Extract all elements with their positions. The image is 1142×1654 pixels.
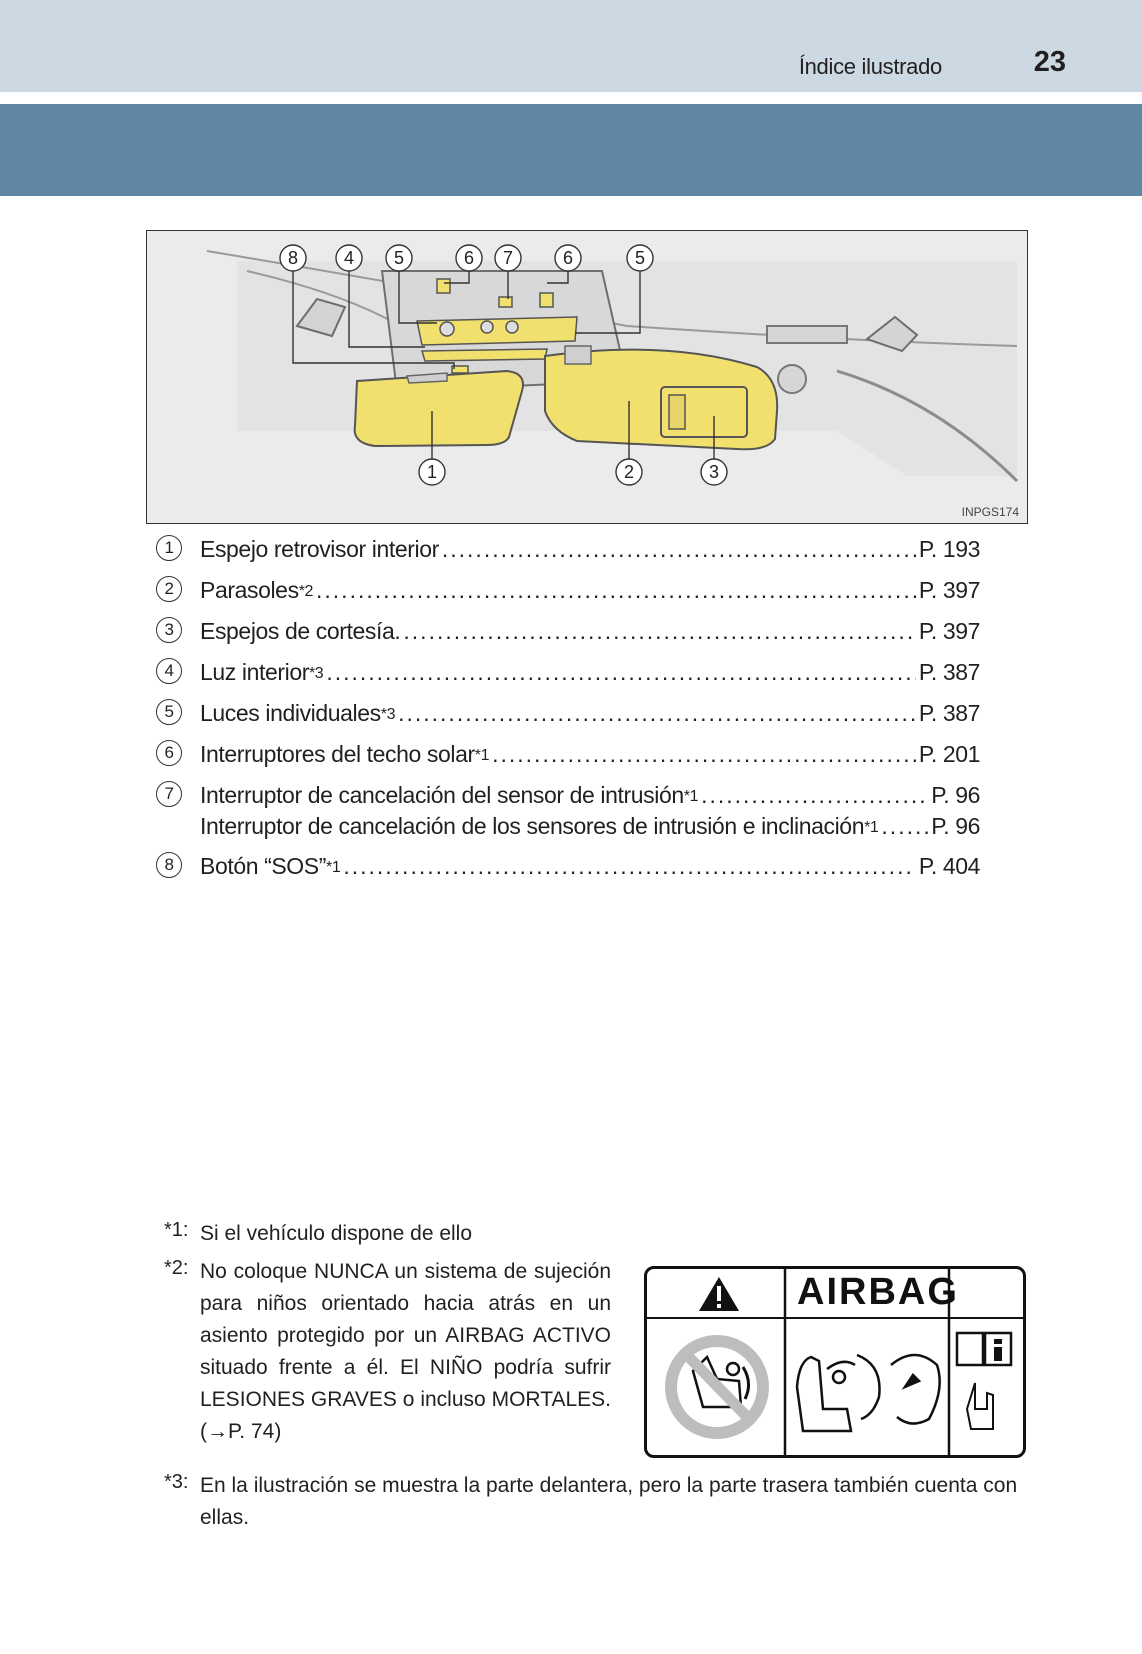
item-label: Luces individuales [200, 700, 381, 726]
page-ref: P. 387 [918, 700, 980, 726]
svg-text:2: 2 [623, 462, 635, 482]
item-label-secondary: Interruptor de cancelación de los sensores de intrusión e inclinación [200, 813, 865, 839]
callout-6b [555, 245, 581, 271]
footnote-ref: *2 [298, 583, 314, 600]
page-ref: P. 397 [918, 618, 980, 644]
svg-text:1: 1 [426, 462, 438, 482]
illustration-drawing [147, 231, 1027, 523]
manual-info-icon [957, 1333, 1011, 1429]
page-number: 23 [1033, 46, 1066, 78]
footnote-ref: *1 [864, 819, 879, 836]
callout-1 [419, 459, 445, 485]
footnote-text: No coloque NUNCA un sistema de sujeción para niños orientado hacia atrás en un asiento protegido por un AIRBAG ACTIVO situado frente a él. El NIÑO podría sufrir LESIONES GRAVES o incluso MORTALES. (→P. 74) [200, 1260, 611, 1443]
item-number: 6 [156, 740, 182, 766]
footnote-mark: *2: [164, 1257, 189, 1279]
footnote-mark: *3: [164, 1471, 189, 1493]
page-ref: P. 397 [918, 577, 980, 603]
page-ref: P. 96 [931, 782, 980, 808]
footnote-ref: *3 [308, 665, 324, 682]
page-ref: P. 201 [918, 741, 980, 767]
item-number: 7 [156, 781, 182, 807]
callout-2 [616, 459, 642, 485]
callout-5b [627, 245, 653, 271]
item-number: 2 [156, 576, 182, 602]
section-title: Índice ilustrado [798, 54, 942, 79]
item-number: 1 [156, 535, 182, 561]
svg-text:3: 3 [708, 462, 720, 482]
callout-5a [386, 245, 412, 271]
header-band-dark [0, 104, 1142, 196]
list-item [156, 575, 980, 616]
item-number: 3 [156, 617, 182, 643]
list-item [156, 739, 980, 780]
item-number: 4 [156, 658, 182, 684]
item-label: Interruptores del techo solar [200, 741, 475, 767]
footnote-ref: *1 [683, 788, 699, 805]
footnote-text: En la ilustración se muestra la parte delantera, pero la parte trasera también cuenta con ellas. [200, 1474, 1018, 1529]
item-number: 5 [156, 699, 182, 725]
callout-7 [495, 245, 521, 271]
footnote-3 [156, 1470, 1026, 1534]
item-label: Luz interior [200, 659, 309, 685]
svg-text:7: 7 [502, 248, 514, 268]
item-label: Parasoles [200, 577, 299, 603]
header-band-light [0, 0, 1142, 92]
svg-text:6: 6 [463, 248, 475, 268]
svg-text:5: 5 [634, 248, 646, 268]
overhead-console-illustration [146, 230, 1028, 524]
item-label: Espejo retrovisor interior [200, 536, 439, 562]
svg-text:5: 5 [393, 248, 405, 268]
airbag-label-graphics [647, 1269, 1023, 1455]
airbag-title: AIRBAG [797, 1271, 959, 1313]
footnote-mark: *1: [164, 1219, 189, 1241]
footnote-ref: *3 [380, 706, 396, 723]
item-number: 8 [156, 852, 182, 878]
callout-3 [701, 459, 727, 485]
footnote-text: Si el vehículo dispone de ello [200, 1222, 473, 1245]
svg-text:6: 6 [562, 248, 574, 268]
callout-8 [280, 245, 306, 271]
component-list [156, 534, 980, 892]
page-ref: P. 96 [931, 813, 980, 839]
footnote-1 [156, 1218, 472, 1250]
list-item [156, 851, 980, 892]
item-label: Botón “SOS” [200, 853, 326, 879]
list-item [156, 616, 980, 657]
header-gap [0, 92, 1142, 104]
callout-4 [336, 245, 362, 271]
prohibition-icon [665, 1335, 769, 1439]
item-label: Espejos de cortesía. [200, 618, 401, 644]
footnote-ref: *1 [326, 859, 341, 876]
list-item [156, 534, 980, 575]
warning-triangle-icon [699, 1277, 739, 1311]
page-ref: P. 404 [918, 853, 980, 879]
list-item [156, 657, 980, 698]
seat-airbag-icon [797, 1355, 940, 1431]
item-label: Interruptor de cancelación del sensor de intrusión [200, 782, 684, 808]
svg-text:8: 8 [287, 248, 299, 268]
page-ref: P. 193 [918, 536, 980, 562]
list-item [156, 698, 980, 739]
airbag-warning-label [644, 1266, 1026, 1458]
callout-6a [456, 245, 482, 271]
figure-code: INPGS174 [961, 505, 1019, 519]
footnote-ref: *1 [474, 747, 490, 764]
list-item [156, 780, 980, 851]
page-ref: P. 387 [918, 659, 980, 685]
svg-text:4: 4 [343, 248, 355, 268]
footnote-2 [156, 1256, 611, 1448]
